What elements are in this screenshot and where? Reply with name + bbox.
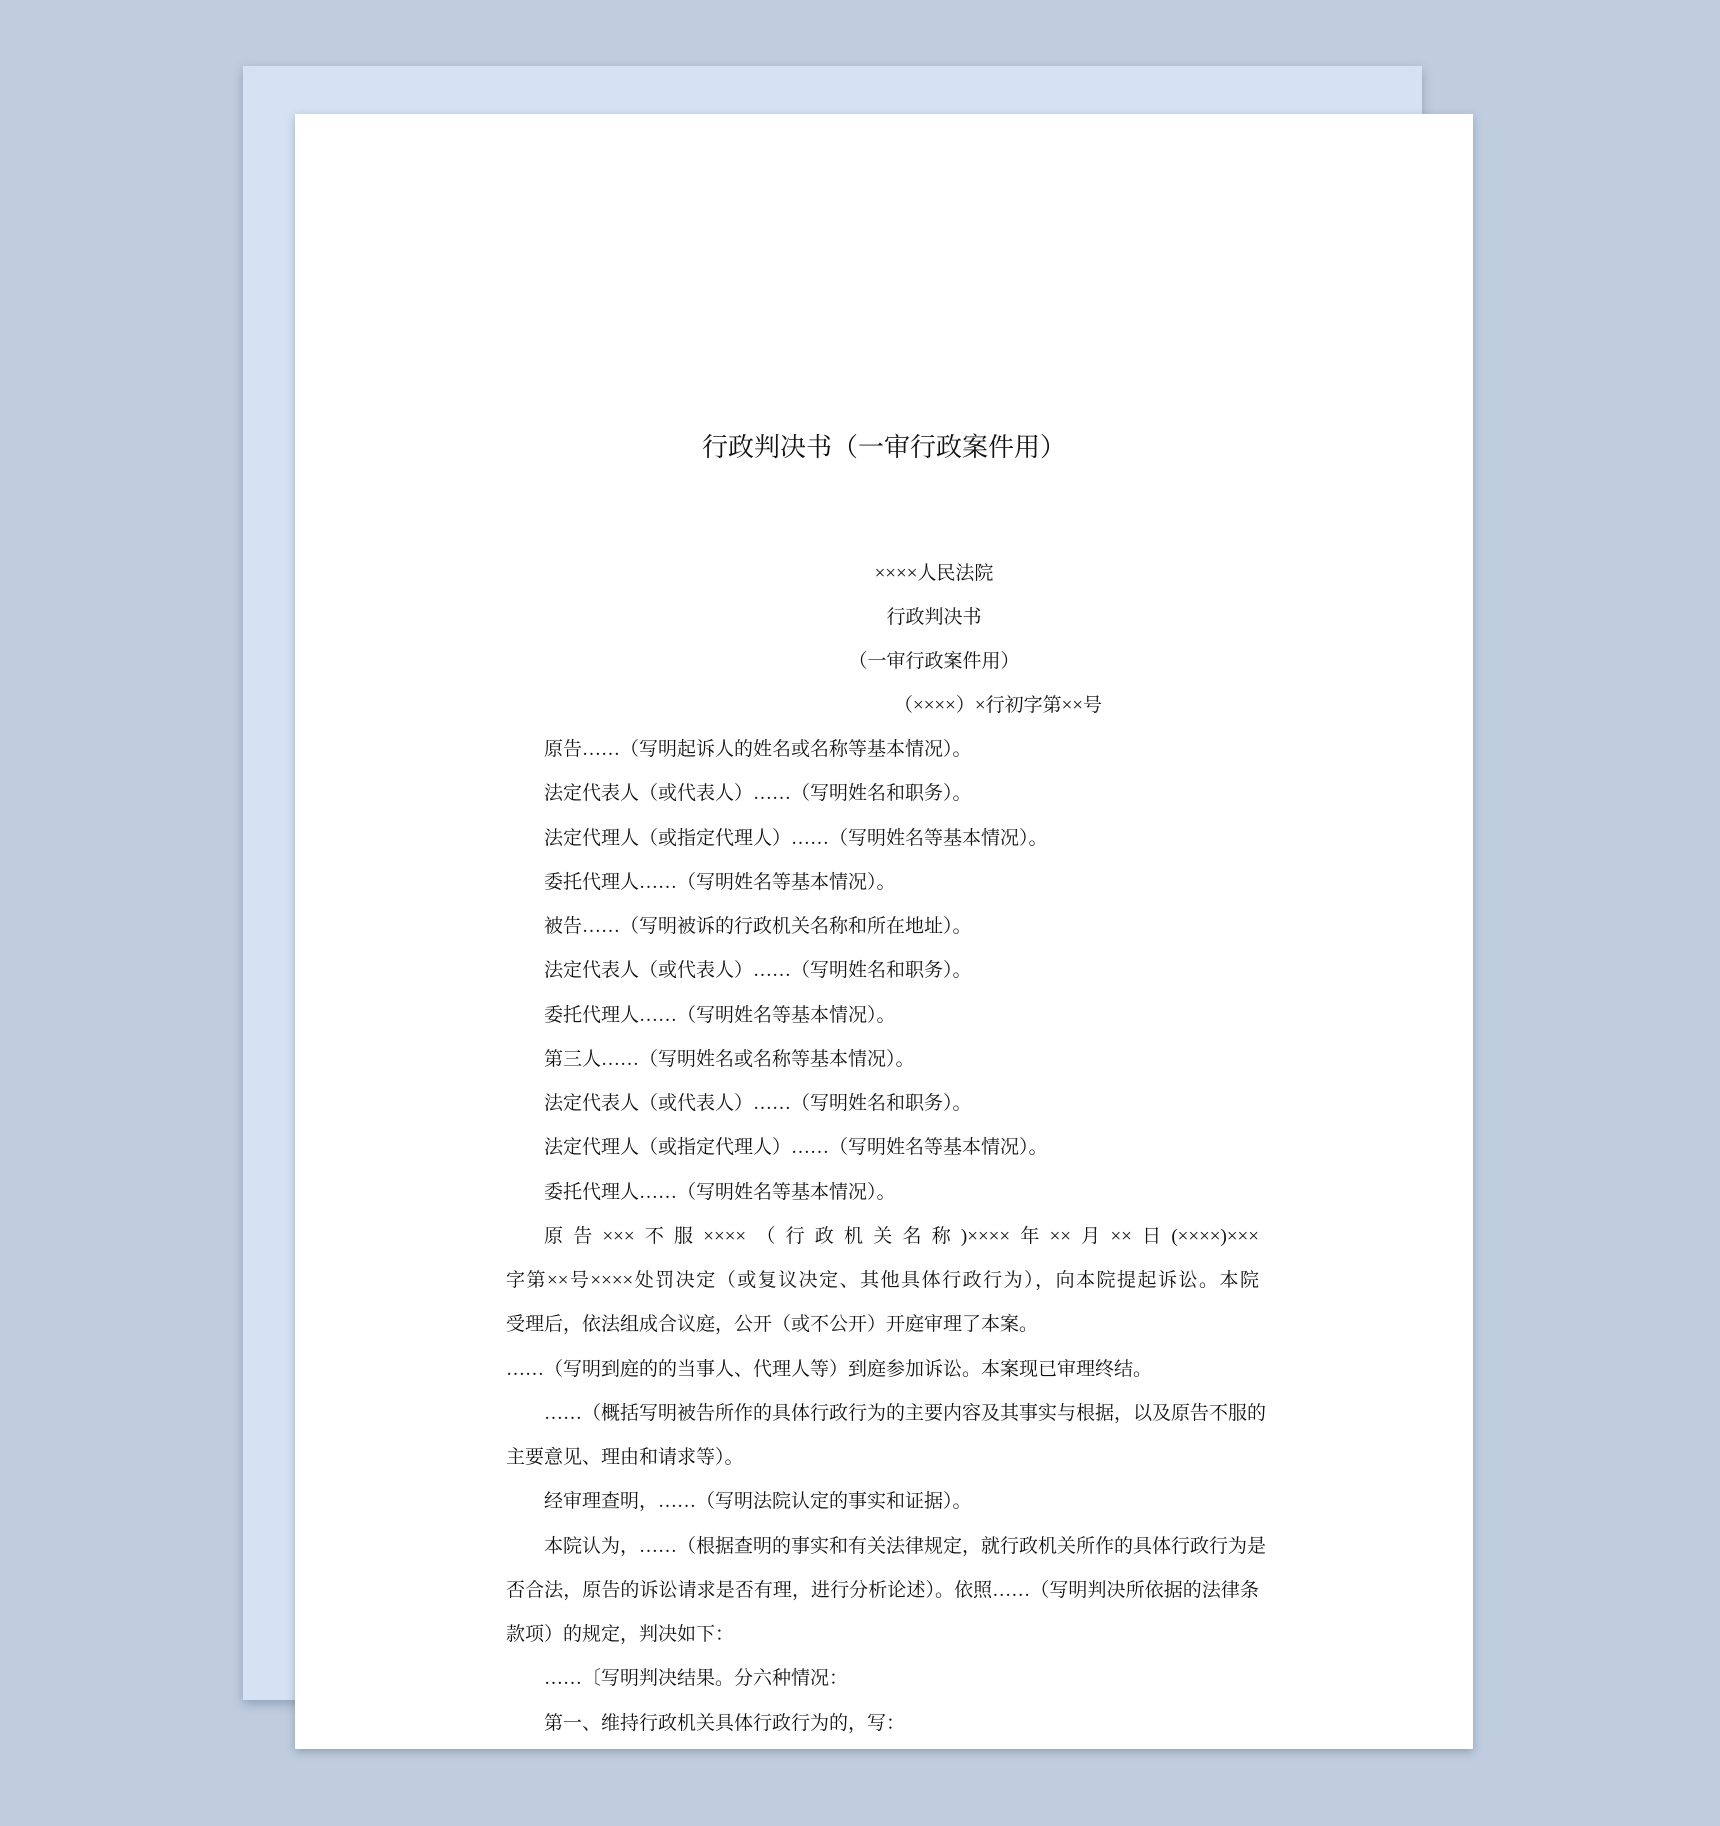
body-line: 否合法，原告的诉讼请求是否有理，进行分析论述）。依照……（写明判决所依据的法律条 xyxy=(506,1579,1259,1601)
body-line: 经审理查明，……（写明法院认定的事实和证据）。 xyxy=(544,1491,972,1513)
document-title: 行政判决书（一审行政案件用） xyxy=(701,433,1066,462)
body-line: 第三人……（写明姓名或名称等基本情况）。 xyxy=(544,1048,915,1070)
court-name: ××××人民法院 xyxy=(874,563,994,584)
body-line: 法定代理人（或指定代理人）……（写明姓名等基本情况）。 xyxy=(544,827,1048,849)
body-line: 法定代理人（或指定代理人）……（写明姓名等基本情况）。 xyxy=(544,1137,1048,1159)
body-line: 委托代理人……（写明姓名等基本情况）。 xyxy=(544,871,896,893)
body-line: ……（写明到庭的的当事人、代理人等）到庭参加诉讼。本案现已审理终结。 xyxy=(506,1358,1153,1380)
case-number: （××××）×行初字第××号 xyxy=(894,695,1103,716)
document-body xyxy=(506,738,1267,1756)
body-line: 委托代理人……（写明姓名等基本情况）。 xyxy=(544,1004,896,1026)
body-line: 原告×××不服××××（行政机关名称)××××年××月××日(××××)××× xyxy=(544,1225,1259,1247)
body-line: 字第××号××××处罚决定（或复议决定、其他具体行政行为），向本院提起诉讼。本院 xyxy=(506,1270,1259,1291)
body-line: ……（概括写明被告所作的具体行政行为的主要内容及其事实与根据，以及原告不服的 xyxy=(544,1402,1267,1424)
body-line: 主要意见、理由和请求等）。 xyxy=(506,1447,744,1468)
doc-type: 行政判决书 xyxy=(886,607,982,628)
body-line: 第一、维持行政机关具体行政行为的，写： xyxy=(544,1712,906,1734)
body-line: 法定代表人（或代表人）……（写明姓名和职务）。 xyxy=(544,1093,972,1114)
body-line: 被告……（写明被诉的行政机关名称和所在地址）。 xyxy=(544,916,972,937)
case-type: （一审行政案件用） xyxy=(848,651,1020,672)
body-line: 款项）的规定，判决如下： xyxy=(506,1624,735,1645)
body-line: 受理后，依法组成合议庭，公开（或不公开）开庭审理了本案。 xyxy=(506,1314,1039,1336)
body-line: 法定代表人（或代表人）……（写明姓名和职务）。 xyxy=(544,783,972,805)
body-line: 本院认为，……（根据查明的事实和有关法律规定，就行政机关所作的具体行政行为是 xyxy=(544,1535,1267,1557)
body-line: 委托代理人……（写明姓名等基本情况）。 xyxy=(544,1181,896,1203)
body-line: 原告……（写明起诉人的姓名或名称等基本情况）。 xyxy=(544,739,972,760)
body-line: 法定代表人（或代表人）……（写明姓名和职务）。 xyxy=(544,960,972,982)
body-line: ……〔写明判决结果。分六种情况： xyxy=(544,1668,849,1690)
document-page xyxy=(295,114,1473,1749)
